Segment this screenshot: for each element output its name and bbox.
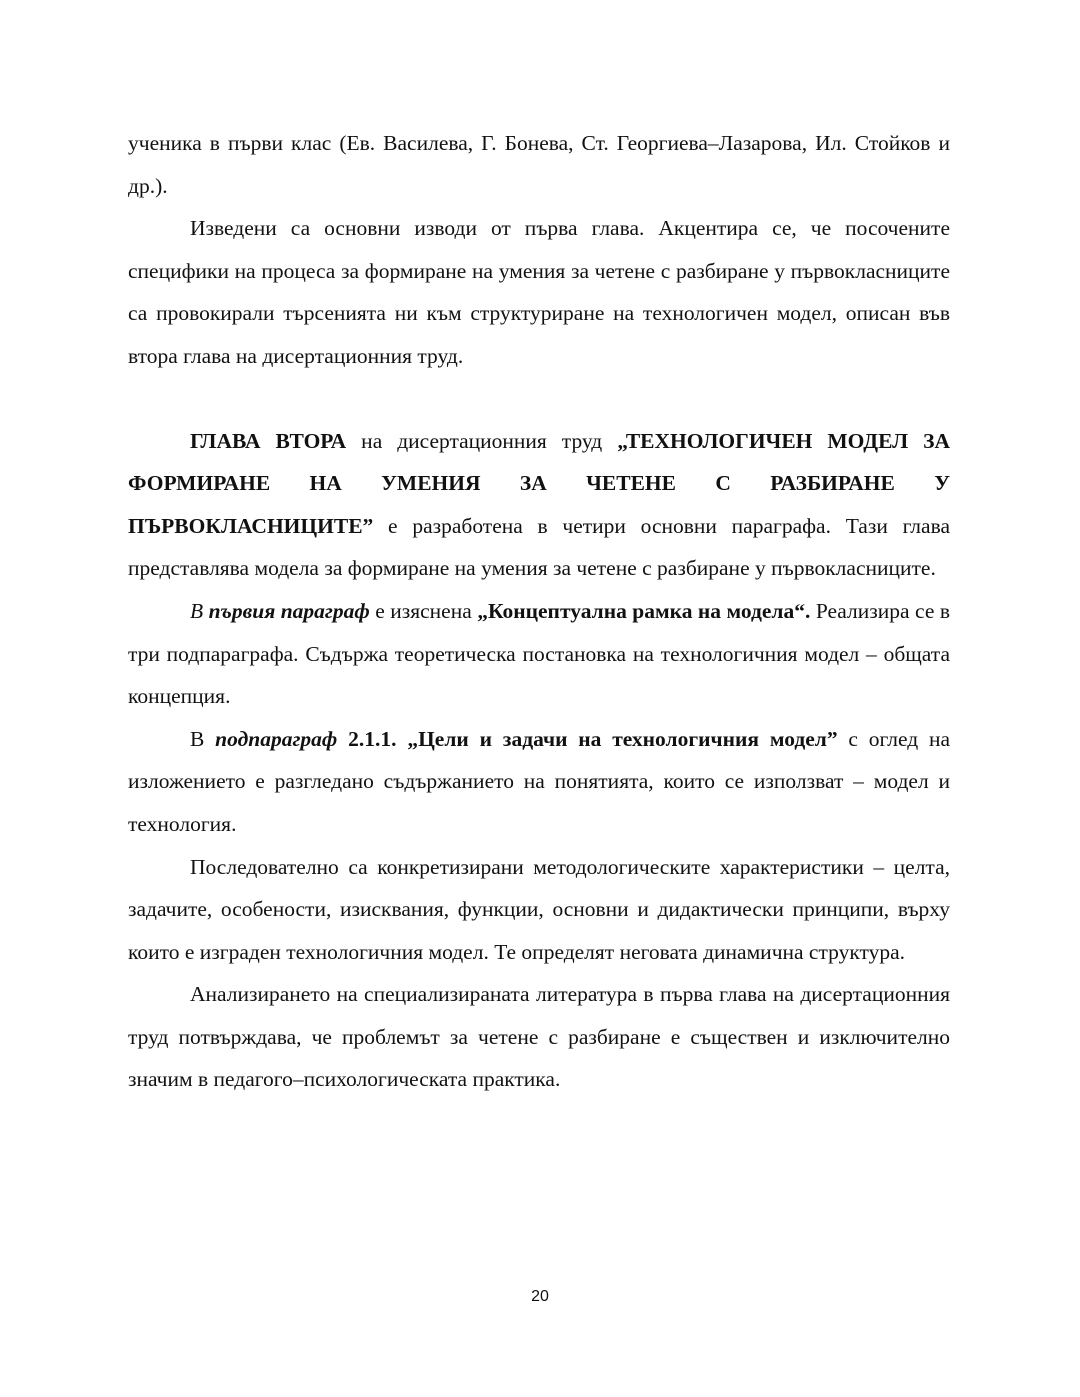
document-page [128,122,950,1101]
paragraph-text: Анализирането на специализираната литература в първа глава на дисертационния труд потвърждава, че проблемът за четене с разбиране е съществен и изключително значим в педагого–психологическата практика. [128,982,950,1092]
paragraph-subsection [128,718,950,846]
paragraph-first-section [128,590,950,718]
paragraph-text [337,727,348,751]
paragraph-text: е изяснена [369,598,478,623]
paragraph-text: Последователно са конкретизирани методологическите характеристики – целта, задачите, особености, изисквания, функции, основни и дидактически принципи, върху които е изграден технологичния модел. Те определят неговата динамична структура. [128,854,950,964]
paragraph-chapter-two [128,420,950,590]
paragraph-conclusions [128,207,950,377]
section-reference: първия параграф [208,598,370,623]
paragraph-lead: В [190,726,216,751]
chapter-heading: ГЛАВА ВТОРА [190,428,347,453]
subsection-title: 2.1.1. „Цели и задачи на технологичния модел” [348,726,838,751]
subsection-reference: подпараграф [215,726,338,751]
paragraph-lead: В [190,598,209,623]
paragraph-text: на дисертационния труд [346,428,618,453]
paragraph-text: е разработена в четири основни параграфа. Тази глава представлява модела за формиране на умения за четене с разбиране у първокласниците. [128,513,950,581]
paragraph-continuation [128,122,950,207]
paragraph-characteristics [128,846,950,974]
paragraph-analysis [128,973,950,1101]
page-number: 20 [531,1288,549,1305]
paragraph-text: ученика в първи клас (Ев. Василева, Г. Бонева, Ст. Георгиева–Лазарова, Ил. Стойков и др.). [128,131,950,198]
chapter-title: „ТЕХНОЛОГИЧЕН МОДЕЛ ЗА ФОРМИРАНЕ НА УМЕНИЯ ЗА ЧЕТЕНЕ С РАЗБИРАНЕ У ПЪРВОКЛАСНИЦИТЕ” [128,428,951,538]
paragraph-text: с оглед на изложението е разгледано съдържанието на понятията, които се използват – модел и технология. [128,726,951,836]
paragraph-text: Реализира се в три подпараграфа. Съдържа теоретическа постановка на технологичния модел – общата концепция. [128,598,950,709]
section-title: „Концептуална рамка на модела“. [477,598,811,623]
paragraph-text: Изведени са основни изводи от първа глава. Акцентира се, че посочените специфики на процеса за формиране на умения за четене с разбиране у първокласниците са провокирали търсенията ни към структуриране на технологичен модел, описан във втора глава на дисертационния труд. [128,216,950,368]
